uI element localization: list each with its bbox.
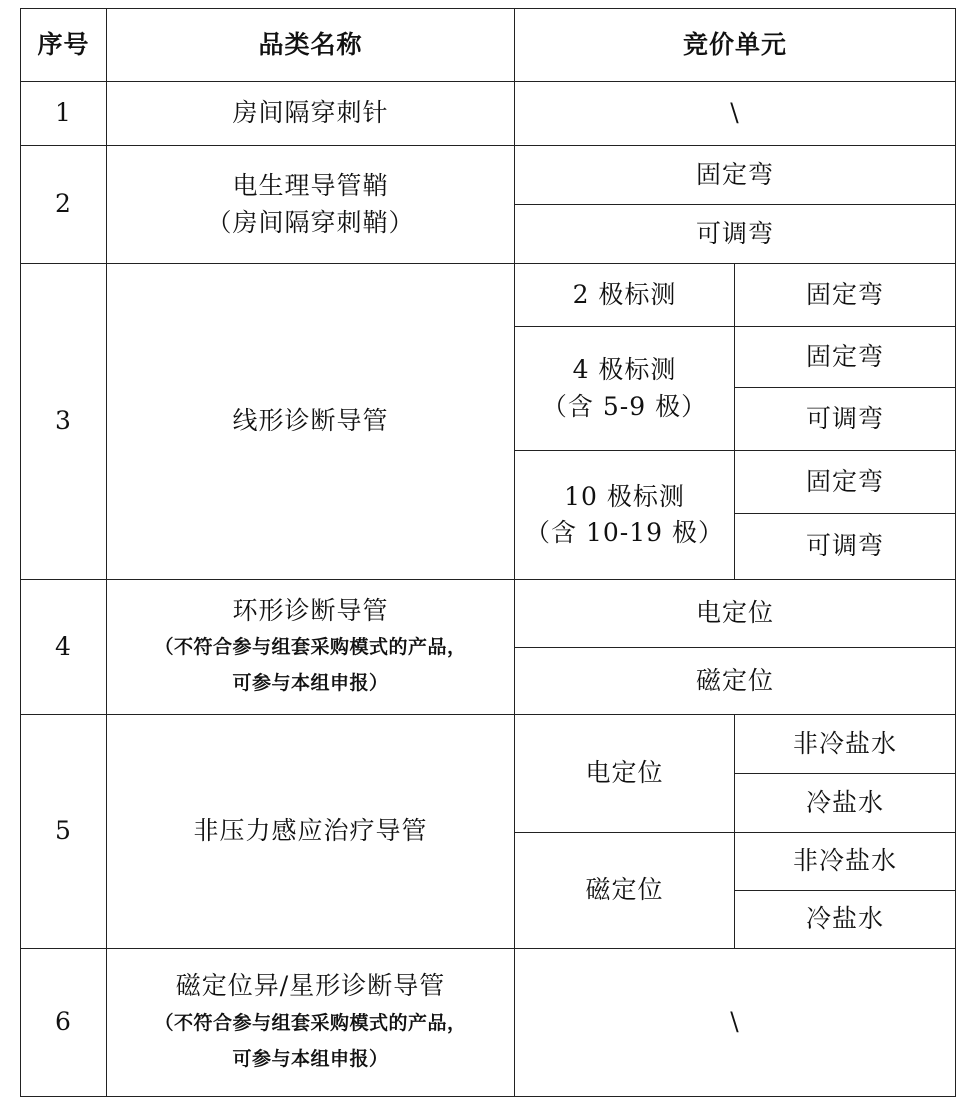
table-header-row [21, 9, 956, 82]
bidding-unit: 固定弯 [515, 146, 956, 205]
category-name: 线形诊断导管 [107, 264, 515, 580]
header-category-name: 品类名称 [107, 9, 515, 82]
category-name-cell [107, 580, 515, 715]
sub-group-note: （含 5-9 极） [541, 391, 708, 421]
sub-group-note: （含 10-19 极） [525, 518, 724, 547]
row-index: 3 [21, 264, 107, 580]
row-index: 4 [21, 580, 107, 715]
category-name: 磁定位异/星形诊断导管 [175, 971, 446, 1001]
header-bidding-unit: 竞价单元 [515, 9, 956, 82]
category-note: （不符合参与组套采购模式的产品， [154, 1011, 467, 1034]
bidding-unit: 固定弯 [735, 264, 956, 327]
category-table [20, 8, 956, 1097]
sub-group-cell [515, 327, 735, 451]
sub-group-cell [515, 451, 735, 580]
sub-group-label: 10 极标测 [564, 481, 685, 511]
bidding-unit: 电定位 [515, 580, 956, 648]
category-note: 可参与本组申报） [232, 1047, 389, 1070]
bidding-unit: 固定弯 [735, 327, 956, 388]
bidding-unit: \ [515, 949, 956, 1097]
category-name: 电生理导管鞘 [232, 171, 389, 201]
table-row [21, 580, 956, 648]
table-row [21, 146, 956, 205]
bidding-unit: 磁定位 [515, 648, 956, 715]
row-index: 1 [21, 82, 107, 146]
sub-group-label: 电定位 [515, 715, 735, 833]
category-name-cell [107, 146, 515, 264]
header-index: 序号 [21, 9, 107, 82]
table-row [21, 715, 956, 774]
bidding-unit: 可调弯 [735, 514, 956, 580]
category-note: 可参与本组申报） [232, 672, 389, 695]
category-name-alias: （房间隔穿刺鞘） [206, 207, 415, 237]
category-name: 房间隔穿刺针 [107, 82, 515, 146]
row-index: 5 [21, 715, 107, 949]
table-row [21, 82, 956, 146]
category-note: （不符合参与组套采购模式的产品， [154, 636, 467, 659]
bidding-unit: \ [515, 82, 956, 146]
sub-group-label: 磁定位 [515, 833, 735, 949]
bidding-unit: 可调弯 [735, 388, 956, 451]
bidding-unit: 冷盐水 [735, 774, 956, 833]
bidding-unit: 冷盐水 [735, 891, 956, 949]
category-name-cell [107, 949, 515, 1097]
category-name: 非压力感应治疗导管 [107, 715, 515, 949]
bidding-unit: 非冷盐水 [735, 715, 956, 774]
bidding-unit: 可调弯 [515, 205, 956, 264]
bidding-unit: 非冷盐水 [735, 833, 956, 891]
row-index: 2 [21, 146, 107, 264]
sub-group-label: 4 极标测 [572, 355, 677, 385]
sub-group-label: 2 极标测 [515, 264, 735, 327]
table-row [21, 949, 956, 1097]
category-name: 环形诊断导管 [232, 595, 389, 625]
bidding-unit: 固定弯 [735, 451, 956, 514]
row-index: 6 [21, 949, 107, 1097]
table-row [21, 264, 956, 327]
